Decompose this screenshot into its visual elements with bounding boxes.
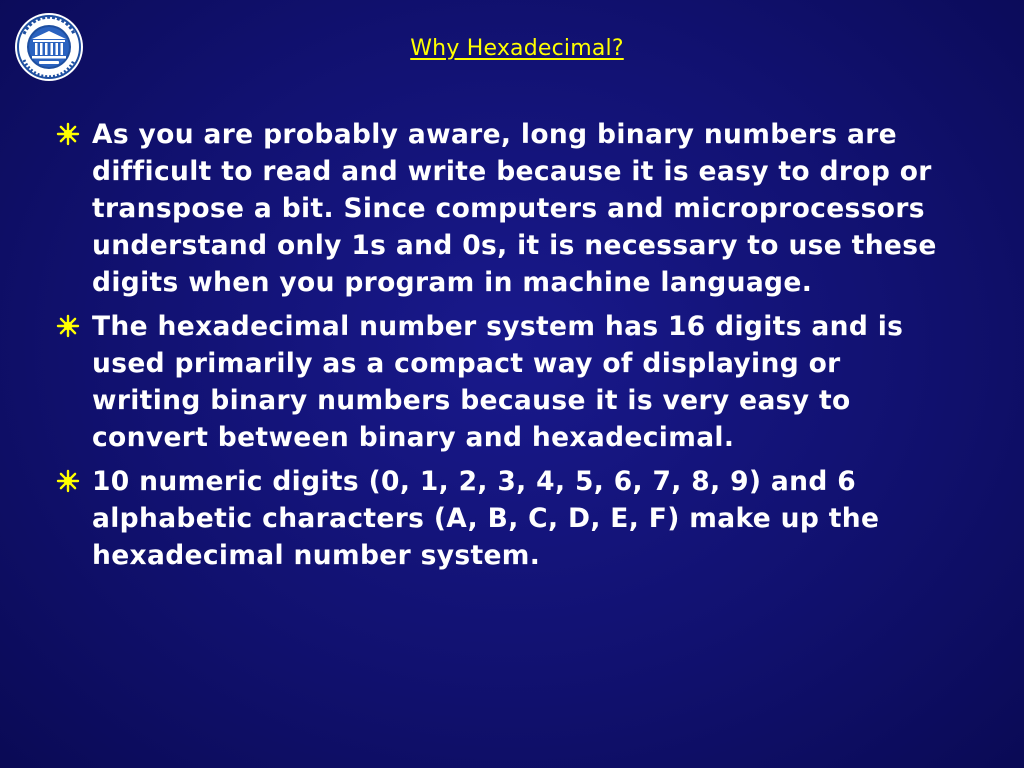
bullet-item [56,308,951,456]
slide-title: Why Hexadecimal? [410,36,624,61]
sun-bullet-icon [56,122,80,146]
bullet-text: 10 numeric digits (0, 1, 2, 3, 4, 5, 6, 7, 8, 9) and 6 alphabetic characters (A, B, C, D, E, F) make up the hexadecimal number system. [92,466,880,571]
bullet-list [56,116,951,581]
sun-bullet-icon [56,469,80,493]
sun-bullet-icon [56,314,80,338]
bullet-text: As you are probably aware, long binary numbers are difficult to read and write because it is easy to drop or transpose a bit. Since computers and microprocessors understand only 1s and 0s, it is necessary to use these digits when you program in machine language. [92,119,937,298]
bullet-text: The hexadecimal number system has 16 digits and is used primarily as a compact way of displaying or writing binary numbers because it is very easy to convert between binary and hexadecimal. [92,311,904,453]
bullet-item [56,463,951,574]
bullet-item [56,116,951,301]
